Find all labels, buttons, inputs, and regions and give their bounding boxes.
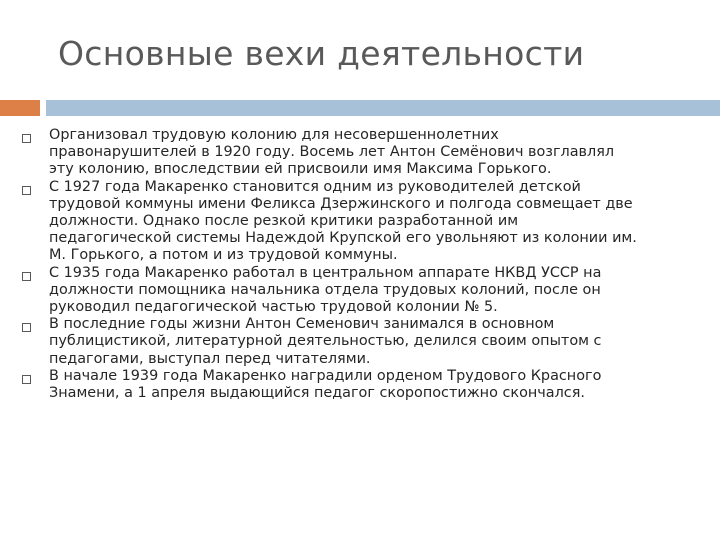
- title-rule-bar: [46, 100, 720, 116]
- bullet-text: С 1927 года Макаренко становится одним из руководителей детской трудовой коммуны имени Феликса Дзержинского и полгода совмещает две должности. Однако после резкой критики разработанной им педагогической системы Надеждой Крупской его увольняют из колонии им. М. Горького, а потом и из трудовой коммуны.: [49, 178, 637, 264]
- accent-bar: [0, 100, 40, 116]
- square-bullet-icon: [22, 323, 31, 332]
- bullet-text: В последние годы жизни Антон Семенович занимался в основном публицистикой, литературной деятельностью, делился своим опытом с педагогами, выступал перед читателями.: [49, 316, 602, 367]
- bullet-list: [22, 127, 702, 402]
- bullet-item: [22, 265, 702, 317]
- square-bullet-icon: [22, 134, 31, 143]
- bullet-item: [22, 179, 702, 265]
- bullet-item: [22, 316, 702, 368]
- bullet-text: С 1935 года Макаренко работал в центральном аппарате НКВД УССР на должности помощника начальника отдела трудовых колоний, после он руководил педагогической частью трудовой колонии № 5.: [49, 264, 602, 316]
- square-bullet-icon: [22, 375, 31, 384]
- bullet-item: [22, 127, 702, 179]
- square-bullet-icon: [22, 186, 31, 195]
- bullet-item: [22, 368, 702, 402]
- square-bullet-icon: [22, 272, 31, 281]
- slide-title: Основные вехи деятельности: [58, 34, 585, 73]
- bullet-text: Организовал трудовую колонию для несовершеннолетних правонарушителей в 1920 году. Восемь лет Антон Семёнович возглавлял эту колонию, впоследствии ей присвоили имя Максима Горького.: [49, 127, 615, 178]
- bullet-text: В начале 1939 года Макаренко наградили орденом Трудового Красного Знамени, а 1 апреля выдающийся педагог скоропостижно скончался.: [49, 367, 602, 402]
